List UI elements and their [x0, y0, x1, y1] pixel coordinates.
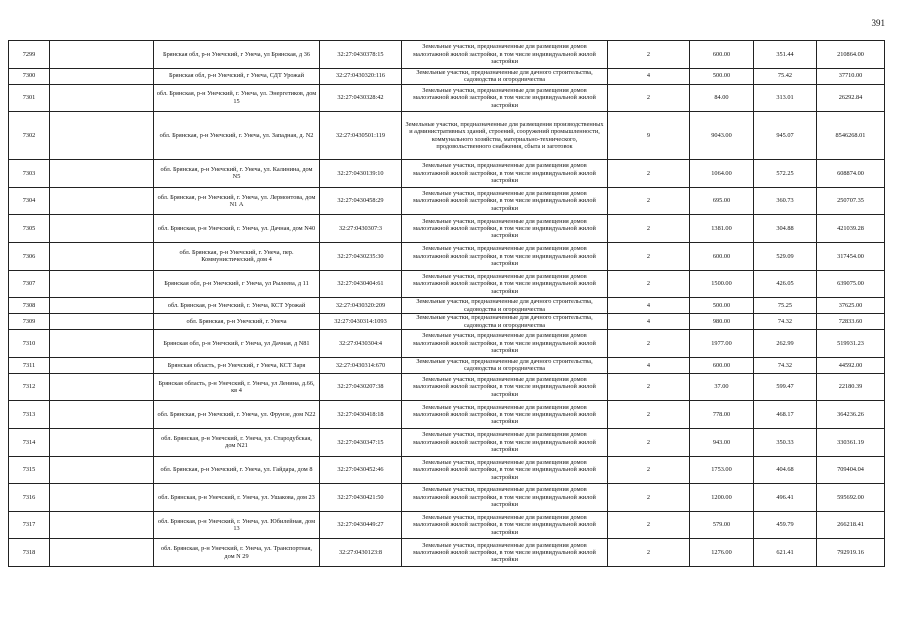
- land-use-cell: Земельные участки, предназначенные для размещения домов малоэтажной жилой застройки, в том числе индивидуальной жилой застройки: [402, 330, 608, 358]
- land-use-cell: Земельные участки, предназначенные для размещения домов малоэтажной жилой застройки, в том числе индивидуальной жилой застройки: [402, 456, 608, 484]
- category-cell: 2: [608, 84, 690, 112]
- category-cell: 2: [608, 270, 690, 298]
- address-cell: Брянская обл, р-н Унечский, г Унеча, ул Брянская, д 36: [154, 41, 320, 69]
- row-number-cell: 7303: [9, 160, 50, 188]
- unit-value-cell: 304.88: [754, 215, 817, 243]
- empty-cell: [50, 187, 154, 215]
- table-row: [9, 539, 885, 567]
- empty-cell: [50, 428, 154, 456]
- table-row: [9, 330, 885, 358]
- empty-cell: [50, 112, 154, 160]
- area-cell: 943.00: [690, 428, 754, 456]
- category-cell: 4: [608, 314, 690, 330]
- cadastral-number-cell: 32:27:0430320:209: [320, 298, 402, 314]
- land-use-cell: Земельные участки, предназначенные для размещения домов малоэтажной жилой застройки, в том числе индивидуальной жилой застройки: [402, 242, 608, 270]
- address-cell: обл. Брянская, р-н Унечский, г. Унеча, пер. Коммунистический, дом 4: [154, 242, 320, 270]
- category-cell: 4: [608, 68, 690, 84]
- table-row: [9, 373, 885, 401]
- land-use-cell: Земельные участки, предназначенные для размещения домов малоэтажной жилой застройки, в том числе индивидуальной жилой застройки: [402, 160, 608, 188]
- row-number-cell: 7299: [9, 41, 50, 69]
- cadastral-value-cell: 608874.00: [817, 160, 885, 188]
- cadastral-value-cell: 709404.04: [817, 456, 885, 484]
- cadastral-value-cell: 8546268.01: [817, 112, 885, 160]
- cadastral-value-cell: 37710.00: [817, 68, 885, 84]
- category-cell: 2: [608, 511, 690, 539]
- address-cell: обл. Брянская, р-н Унечский, г. Унеча, ул. Лермонтова, дом N1 А: [154, 187, 320, 215]
- category-cell: 4: [608, 357, 690, 373]
- empty-cell: [50, 41, 154, 69]
- empty-cell: [50, 539, 154, 567]
- address-cell: обл. Брянская, р-н Унечский, г. Унеча, ул. Калинина, дом N5: [154, 160, 320, 188]
- land-use-cell: Земельные участки, предназначенные для дачного строительства, садоводства и огородничества: [402, 298, 608, 314]
- empty-cell: [50, 160, 154, 188]
- table-row: [9, 298, 885, 314]
- unit-value-cell: 945.07: [754, 112, 817, 160]
- table-row: [9, 428, 885, 456]
- address-cell: обл. Брянская, р-н Унечский, г. Унеча, ул. Ушакова, дом 23: [154, 484, 320, 512]
- area-cell: 579.00: [690, 511, 754, 539]
- cadastral-value-cell: 266218.41: [817, 511, 885, 539]
- category-cell: 4: [608, 298, 690, 314]
- category-cell: 2: [608, 373, 690, 401]
- address-cell: обл. Брянская, р-н Унечский, г. Унеча, ул. Энергетиков, дом 15: [154, 84, 320, 112]
- unit-value-cell: 360.73: [754, 187, 817, 215]
- address-cell: обл. Брянская, р-н Унечский, г. Унеча: [154, 314, 320, 330]
- table-row: [9, 84, 885, 112]
- land-use-cell: Земельные участки, предназначенные для размещения домов малоэтажной жилой застройки, в том числе индивидуальной жилой застройки: [402, 484, 608, 512]
- empty-cell: [50, 215, 154, 243]
- unit-value-cell: 599.47: [754, 373, 817, 401]
- area-cell: 695.00: [690, 187, 754, 215]
- cadastral-number-cell: 32:27:0430235:30: [320, 242, 402, 270]
- empty-cell: [50, 242, 154, 270]
- cadastral-value-cell: 72833.60: [817, 314, 885, 330]
- table-row: [9, 270, 885, 298]
- area-cell: 9043.00: [690, 112, 754, 160]
- page-number: 391: [871, 18, 885, 28]
- cadastral-number-cell: 32:27:0430139:10: [320, 160, 402, 188]
- cadastral-number-cell: 32:27:0430452:46: [320, 456, 402, 484]
- area-cell: 500.00: [690, 68, 754, 84]
- cadastral-value-table: [8, 40, 885, 567]
- land-use-cell: Земельные участки, предназначенные для размещения домов малоэтажной жилой застройки, в том числе индивидуальной жилой застройки: [402, 511, 608, 539]
- table-row: [9, 160, 885, 188]
- category-cell: 2: [608, 539, 690, 567]
- category-cell: 2: [608, 330, 690, 358]
- land-use-cell: Земельные участки, предназначенные для дачного строительства, садоводства и огородничества: [402, 68, 608, 84]
- table-row: [9, 187, 885, 215]
- category-cell: 2: [608, 242, 690, 270]
- cadastral-number-cell: 32:27:0430328:42: [320, 84, 402, 112]
- cadastral-number-cell: 32:27:0430304:4: [320, 330, 402, 358]
- cadastral-value-cell: 22180.39: [817, 373, 885, 401]
- row-number-cell: 7312: [9, 373, 50, 401]
- cadastral-number-cell: 32:27:0430347:15: [320, 428, 402, 456]
- row-number-cell: 7318: [9, 539, 50, 567]
- cadastral-value-cell: 44592.00: [817, 357, 885, 373]
- cadastral-number-cell: 32:27:0430418:18: [320, 401, 402, 429]
- unit-value-cell: 313.01: [754, 84, 817, 112]
- row-number-cell: 7302: [9, 112, 50, 160]
- unit-value-cell: 572.25: [754, 160, 817, 188]
- category-cell: 2: [608, 484, 690, 512]
- cadastral-number-cell: 32:27:0430314:1093: [320, 314, 402, 330]
- cadastral-value-cell: 421039.28: [817, 215, 885, 243]
- row-number-cell: 7308: [9, 298, 50, 314]
- table-row: [9, 314, 885, 330]
- cadastral-value-cell: 519931.23: [817, 330, 885, 358]
- row-number-cell: 7305: [9, 215, 50, 243]
- empty-cell: [50, 330, 154, 358]
- address-cell: Брянская область, р-н Унечский, г Унеча, КСТ Заря: [154, 357, 320, 373]
- land-use-cell: Земельные участки, предназначенные для размещения домов малоэтажной жилой застройки, в том числе индивидуальной жилой застройки: [402, 41, 608, 69]
- category-cell: 9: [608, 112, 690, 160]
- land-use-cell: Земельные участки, предназначенные для размещения домов малоэтажной жилой застройки, в том числе индивидуальной жилой застройки: [402, 539, 608, 567]
- cadastral-value-cell: 792919.16: [817, 539, 885, 567]
- cadastral-value-cell: 250707.35: [817, 187, 885, 215]
- address-cell: обл. Брянская, р-н Унечский, г. Унеча, ул. Дачная, дом N40: [154, 215, 320, 243]
- area-cell: 600.00: [690, 242, 754, 270]
- cadastral-value-cell: 26292.84: [817, 84, 885, 112]
- row-number-cell: 7315: [9, 456, 50, 484]
- empty-cell: [50, 401, 154, 429]
- empty-cell: [50, 357, 154, 373]
- cadastral-value-cell: 330361.19: [817, 428, 885, 456]
- cadastral-number-cell: 32:27:0430404:61: [320, 270, 402, 298]
- table-body: [9, 41, 885, 567]
- land-use-cell: Земельные участки, предназначенные для размещения домов малоэтажной жилой застройки, в том числе индивидуальной жилой застройки: [402, 84, 608, 112]
- land-use-cell: Земельные участки, предназначенные для размещения домов малоэтажной жилой застройки, в том числе индивидуальной жилой застройки: [402, 187, 608, 215]
- cadastral-value-cell: 210864.00: [817, 41, 885, 69]
- unit-value-cell: 262.99: [754, 330, 817, 358]
- empty-cell: [50, 484, 154, 512]
- area-cell: 1276.00: [690, 539, 754, 567]
- unit-value-cell: 426.05: [754, 270, 817, 298]
- empty-cell: [50, 373, 154, 401]
- cadastral-number-cell: 32:27:0430320:116: [320, 68, 402, 84]
- address-cell: обл. Брянская, р-н Унечский, г. Унеча, ул. Гайдара, дом 8: [154, 456, 320, 484]
- area-cell: 500.00: [690, 298, 754, 314]
- address-cell: Брянская обл, р-н Унечский, г Унеча, СДТ Урожай: [154, 68, 320, 84]
- cadastral-value-cell: 639075.00: [817, 270, 885, 298]
- category-cell: 2: [608, 187, 690, 215]
- row-number-cell: 7307: [9, 270, 50, 298]
- unit-value-cell: 351.44: [754, 41, 817, 69]
- cadastral-number-cell: 32:27:0430123:8: [320, 539, 402, 567]
- empty-cell: [50, 298, 154, 314]
- category-cell: 2: [608, 456, 690, 484]
- table-row: [9, 511, 885, 539]
- unit-value-cell: 529.09: [754, 242, 817, 270]
- address-cell: обл. Брянская, р-н Унечский, г. Унеча, ул. Стародубская, дом N21: [154, 428, 320, 456]
- row-number-cell: 7317: [9, 511, 50, 539]
- row-number-cell: 7311: [9, 357, 50, 373]
- area-cell: 84.00: [690, 84, 754, 112]
- land-use-cell: Земельные участки, предназначенные для размещения производственных и административных зданий, строений, сооружений промышленности, коммунального хозяйства, материально-технического, продовольственного снабжения, сбыта и заготовок: [402, 112, 608, 160]
- row-number-cell: 7314: [9, 428, 50, 456]
- cadastral-number-cell: 32:27:0430458:29: [320, 187, 402, 215]
- address-cell: обл. Брянская, р-н Унечский, г. Унеча, КСТ Урожай: [154, 298, 320, 314]
- empty-cell: [50, 270, 154, 298]
- area-cell: 980.00: [690, 314, 754, 330]
- unit-value-cell: 350.33: [754, 428, 817, 456]
- address-cell: обл. Брянская, р-н Унечский, г. Унеча, ул. Транспортная, дом N 29: [154, 539, 320, 567]
- address-cell: Брянская обл, р-н Унечский, г Унеча, ул Рылеева, д 11: [154, 270, 320, 298]
- unit-value-cell: 75.42: [754, 68, 817, 84]
- unit-value-cell: 468.17: [754, 401, 817, 429]
- land-use-cell: Земельные участки, предназначенные для дачного строительства, садоводства и огородничества: [402, 314, 608, 330]
- address-cell: обл. Брянская, р-н Унечский, г. Унеча, ул. Западная, д. N2: [154, 112, 320, 160]
- unit-value-cell: 74.32: [754, 314, 817, 330]
- table-row: [9, 112, 885, 160]
- cadastral-number-cell: 32:27:0430314:670: [320, 357, 402, 373]
- table-row: [9, 401, 885, 429]
- unit-value-cell: 459.79: [754, 511, 817, 539]
- cadastral-number-cell: 32:27:0430378:15: [320, 41, 402, 69]
- area-cell: 1064.00: [690, 160, 754, 188]
- category-cell: 2: [608, 160, 690, 188]
- table-row: [9, 68, 885, 84]
- row-number-cell: 7304: [9, 187, 50, 215]
- row-number-cell: 7301: [9, 84, 50, 112]
- cadastral-number-cell: 32:27:0430449:27: [320, 511, 402, 539]
- area-cell: 1500.00: [690, 270, 754, 298]
- area-cell: 1200.00: [690, 484, 754, 512]
- table-row: [9, 41, 885, 69]
- address-cell: обл. Брянская, р-н Унечский, г. Унеча, ул. Фрунзе, дом N22: [154, 401, 320, 429]
- empty-cell: [50, 314, 154, 330]
- unit-value-cell: 75.25: [754, 298, 817, 314]
- area-cell: 1753.00: [690, 456, 754, 484]
- row-number-cell: 7309: [9, 314, 50, 330]
- table-row: [9, 484, 885, 512]
- unit-value-cell: 404.68: [754, 456, 817, 484]
- land-use-cell: Земельные участки, предназначенные для размещения домов малоэтажной жилой застройки, в том числе индивидуальной жилой застройки: [402, 373, 608, 401]
- cadastral-value-cell: 595692.00: [817, 484, 885, 512]
- cadastral-number-cell: 32:27:0430421:50: [320, 484, 402, 512]
- row-number-cell: 7300: [9, 68, 50, 84]
- empty-cell: [50, 84, 154, 112]
- table-row: [9, 242, 885, 270]
- address-cell: Брянская обл, р-н Унечский, г Унеча, ул Дачная, д N81: [154, 330, 320, 358]
- area-cell: 37.00: [690, 373, 754, 401]
- category-cell: 2: [608, 215, 690, 243]
- category-cell: 2: [608, 41, 690, 69]
- land-use-cell: Земельные участки, предназначенные для размещения домов малоэтажной жилой застройки, в том числе индивидуальной жилой застройки: [402, 270, 608, 298]
- category-cell: 2: [608, 428, 690, 456]
- land-use-cell: Земельные участки, предназначенные для размещения домов малоэтажной жилой застройки, в том числе индивидуальной жилой застройки: [402, 428, 608, 456]
- cadastral-value-cell: 317454.00: [817, 242, 885, 270]
- area-cell: 778.00: [690, 401, 754, 429]
- unit-value-cell: 496.41: [754, 484, 817, 512]
- row-number-cell: 7313: [9, 401, 50, 429]
- address-cell: обл. Брянская, р-н Унечский, г. Унеча, ул. Юбилейная, дом 13: [154, 511, 320, 539]
- land-use-cell: Земельные участки, предназначенные для размещения домов малоэтажной жилой застройки, в том числе индивидуальной жилой застройки: [402, 401, 608, 429]
- cadastral-number-cell: 32:27:0430307:3: [320, 215, 402, 243]
- category-cell: 2: [608, 401, 690, 429]
- row-number-cell: 7306: [9, 242, 50, 270]
- address-cell: Брянская область, р-н Унечский, г. Унеча, ул Ленина, д.66, кв 4: [154, 373, 320, 401]
- area-cell: 600.00: [690, 357, 754, 373]
- empty-cell: [50, 456, 154, 484]
- row-number-cell: 7310: [9, 330, 50, 358]
- cadastral-number-cell: 32:27:0430207:38: [320, 373, 402, 401]
- table-row: [9, 456, 885, 484]
- table-row: [9, 357, 885, 373]
- cadastral-value-cell: 364236.26: [817, 401, 885, 429]
- land-use-cell: Земельные участки, предназначенные для размещения домов малоэтажной жилой застройки, в том числе индивидуальной жилой застройки: [402, 215, 608, 243]
- empty-cell: [50, 68, 154, 84]
- row-number-cell: 7316: [9, 484, 50, 512]
- area-cell: 600.00: [690, 41, 754, 69]
- unit-value-cell: 74.32: [754, 357, 817, 373]
- cadastral-number-cell: 32:27:0430501:119: [320, 112, 402, 160]
- cadastral-value-cell: 37625.00: [817, 298, 885, 314]
- table-row: [9, 215, 885, 243]
- land-use-cell: Земельные участки, предназначенные для дачного строительства, садоводства и огородничества: [402, 357, 608, 373]
- unit-value-cell: 621.41: [754, 539, 817, 567]
- empty-cell: [50, 511, 154, 539]
- area-cell: 1977.00: [690, 330, 754, 358]
- area-cell: 1381.00: [690, 215, 754, 243]
